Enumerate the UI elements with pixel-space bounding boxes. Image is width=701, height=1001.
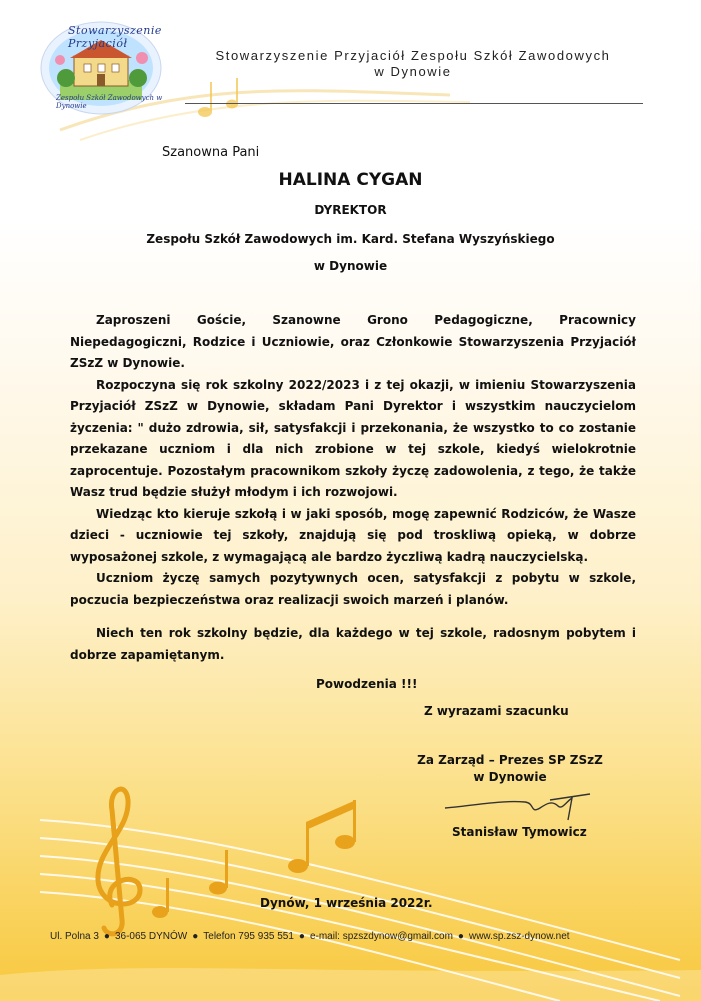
letter-body <box>70 310 636 666</box>
header-divider <box>185 103 643 104</box>
footer-bullet-icon: ● <box>298 931 305 942</box>
logo-title: Stowarzyszenie Przyjaciół <box>68 24 162 50</box>
board-signature-block <box>380 752 640 786</box>
recipient-title: DYREKTOR <box>314 203 387 217</box>
association-logo <box>38 18 164 116</box>
footer-website[interactable]: www.sp.zsz-dynow.net <box>468 931 570 942</box>
regards-line: Z wyrazami szacunku <box>424 704 569 718</box>
organization-name-line1: Stowarzyszenie Przyjaciół Zespołu Szkół Zawodowych <box>215 48 611 63</box>
footer-bullet-icon: ● <box>457 931 464 942</box>
footer-address: Ul. Polna 3 <box>50 931 99 942</box>
board-line1: Za Zarząd – Prezes SP ZSzZ <box>417 753 603 767</box>
logo-subtitle: Zespołu Szkół Zawodowych w Dynowie <box>56 94 163 110</box>
organization-name <box>178 48 648 80</box>
board-line2: w Dynowie <box>473 770 547 784</box>
letter-date: Dynów, 1 września 2022r. <box>260 896 433 910</box>
handwritten-signature <box>440 786 600 826</box>
signer-name: Stanisław Tymowicz <box>452 825 587 839</box>
recipient-school: Zespołu Szkół Zawodowych im. Kard. Stefana Wyszyńskiego <box>146 232 555 246</box>
letter-paragraph: Uczniom życzę samych pozytywnych ocen, satysfakcji z pobytu w szkole, poczucia bezpieczeństwa oraz realizacji swoich marzeń i planów. <box>70 571 636 607</box>
organization-name-line2: w Dynowie <box>374 64 452 79</box>
salutation: Szanowna Pani <box>162 145 260 160</box>
wishes-line: Powodzenia !!! <box>316 677 418 691</box>
letter-paragraph: Rozpoczyna się rok szkolny 2022/2023 i z tej okazji, w imieniu Stowarzyszenia Przyjaciół ZSzZ w Dynowie, składam Pani Dyrektor i wszystkim nauczycielom życzenia: " dużo zdrowia, sił, satysfakcji i przekonania, że wszystko to co zostanie przekazane uczniom i dla nich zrobione w tej szkole, kiedyś wielokrotnie zaprocentuje. Pozostałym pracownikom szkoły życzę zadowolenia, z tego, że także Wasz trud będzie służył młodym i ich rozwojowi. <box>70 377 636 499</box>
footer-phone: Telefon 795 935 551 <box>203 931 294 942</box>
recipient-name: HALINA CYGAN <box>278 170 423 190</box>
recipient-town: w Dynowie <box>313 259 388 273</box>
letter-paragraph: Wiedząc kto kieruje szkołą i w jaki sposób, mogę zapewnić Rodziców, że Wasze dzieci - uczniowie tej szkoły, znajdują się pod troskliwą opieką, w dobrze wyposażonej szkole, z wymagającą ale bardzo życzliwą kadrą nauczycielską. <box>70 506 636 564</box>
letter-footer <box>50 931 650 942</box>
footer-bullet-icon: ● <box>103 931 110 942</box>
footer-email[interactable]: e-mail: spzszdynow@gmail.com <box>309 931 453 942</box>
footer-bullet-icon: ● <box>192 931 199 942</box>
letter-paragraph: Zaproszeni Goście, Szanowne Grono Pedagogiczne, Pracownicy Niepedagogiczni, Rodzice i Uczniowie, oraz Członkowie Stowarzyszenia Przyjaciół ZSzZ w Dynowie. <box>70 313 636 370</box>
letter-paragraph: Niech ten rok szkolny będzie, dla każdego w tej szkole, radosnym pobytem i dobrze zapamiętanym. <box>70 626 636 662</box>
footer-postal: 36-065 DYNÓW <box>114 931 188 942</box>
